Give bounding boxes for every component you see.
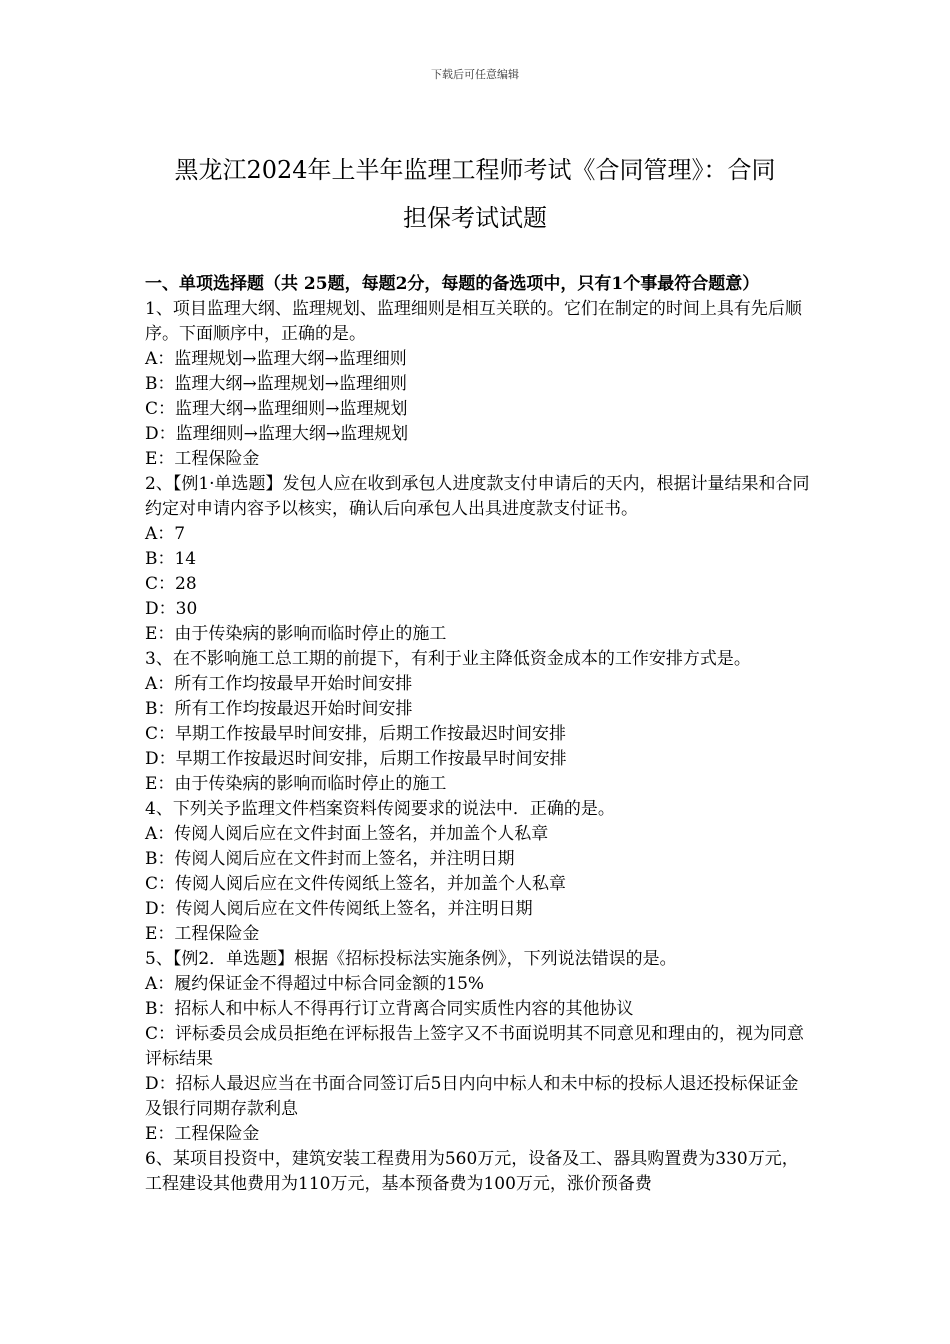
document-body (145, 272, 815, 1197)
option-d: D：监理细则→监理大纲→监理规划 (145, 424, 409, 444)
option-c: C：传阅人阅后应在文件传阅纸上签名，并加盖个人私章 (145, 874, 567, 894)
option-e: E：由于传染病的影响而临时停止的施工 (145, 774, 447, 794)
option-e: E：工程保险金 (145, 924, 260, 944)
question-stem: 1、项目监理大纲、监理规划、监理细则是相互关联的。它们在制定的时间上具有先后顺序。下面顺序中，正确的是。 (145, 299, 802, 344)
option-e: E：工程保险金 (145, 449, 260, 469)
page-header: 下载后可任意编辑 (431, 68, 519, 81)
option-a: A：传阅人阅后应在文件封面上签名，并加盖个人私章 (145, 824, 549, 844)
option-a: A：7 (145, 524, 186, 544)
section-heading: 一、单项选择题（共 25题，每题2分，每题的备选项中，只有1个事最符合题意） (145, 274, 760, 294)
question-1 (145, 297, 815, 472)
option-e: E：工程保险金 (145, 1124, 260, 1144)
option-d: D：传阅人阅后应在文件传阅纸上签名，并注明日期 (145, 899, 533, 919)
question-2 (145, 472, 815, 647)
question-stem: 2、【例1·单选题】发包人应在收到承包人进度款支付申请后的天内，根据计量结果和合同约定对申请内容予以核实，确认后向承包人出具进度款支付证书。 (145, 474, 810, 519)
option-c: C：早期工作按最早时间安排，后期工作按最迟时间安排 (145, 724, 567, 744)
question-stem: 3、在不影响施工总工期的前提下，有利于业主降低资金成本的工作安排方式是。 (145, 649, 751, 669)
option-b: B：监理大纲→监理规划→监理细则 (145, 374, 407, 394)
question-6 (145, 1147, 815, 1197)
question-stem: 4、下列关予监理文件档案资料传阅要求的说法中．正确的是。 (145, 799, 615, 819)
option-a: A：所有工作均按最早开始时间安排 (145, 674, 413, 694)
title-line-2: 担保考试试题 (403, 204, 547, 232)
option-b: B：所有工作均按最迟开始时间安排 (145, 699, 413, 719)
option-c: C：监理大纲→监理细则→监理规划 (145, 399, 408, 419)
question-stem: 5、【例2．单选题】根据《招标投标法实施条例》，下列说法错误的是。 (145, 949, 677, 969)
option-c: C：评标委员会成员拒绝在评标报告上签字又不书面说明其不同意见和理由的，视为同意评标结果 (145, 1024, 805, 1069)
option-d: D：招标人最迟应当在书面合同签订后5日内向中标人和未中标的投标人退还投标保证金及银行同期存款利息 (145, 1074, 799, 1119)
option-e: E：由于传染病的影响而临时停止的施工 (145, 624, 447, 644)
option-b: B：14 (145, 549, 197, 569)
option-a: A：监理规划→监理大纲→监理细则 (145, 349, 407, 369)
question-4 (145, 797, 815, 947)
option-b: B：招标人和中标人不得再行订立背离合同实质性内容的其他协议 (145, 999, 634, 1019)
question-3 (145, 647, 815, 797)
document-title (120, 146, 830, 242)
option-d: D：早期工作按最迟时间安排，后期工作按最早时间安排 (145, 749, 567, 769)
option-d: D：30 (145, 599, 198, 619)
title-line-1: 黑龙江2024年上半年监理工程师考试《合同管理》：合同 (174, 156, 776, 184)
option-b: B：传阅人阅后应在文件封而上签名，并注明日期 (145, 849, 515, 869)
option-c: C：28 (145, 574, 197, 594)
question-stem: 6、某项目投资中，建筑安装工程费用为560万元，设备及工、器具购置费为330万元，工程建设其他费用为110万元，基本预备费为100万元，涨价预备费 (145, 1149, 799, 1194)
question-5 (145, 947, 815, 1147)
option-a: A：履约保证金不得超过中标合同金额的15% (145, 974, 485, 994)
